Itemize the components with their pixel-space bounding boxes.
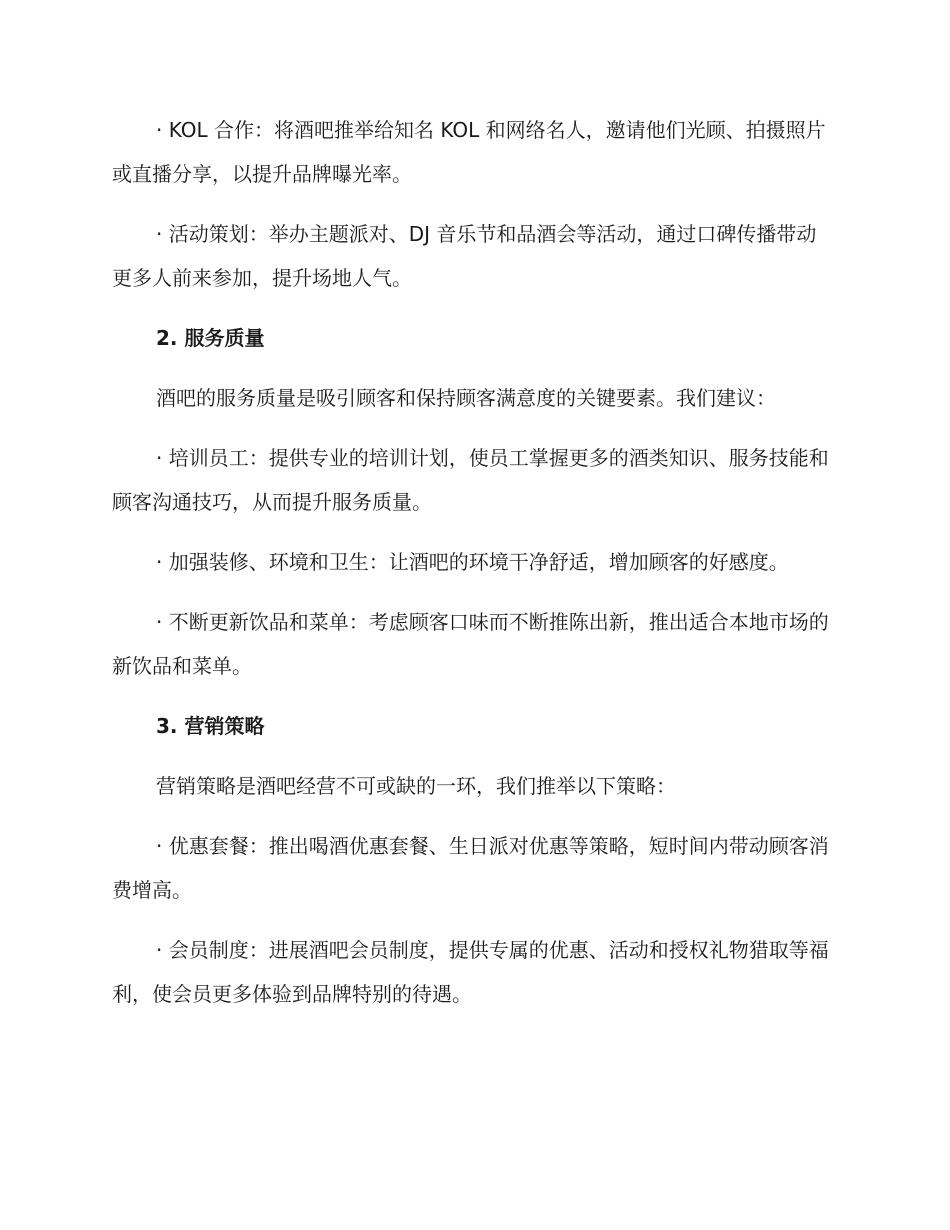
list-item-training: · 培训员工：提供专业的培训计划，使员工掌握更多的酒类知识、服务技能和顾客沟通技巧，从而提升服务质量。: [112, 446, 829, 514]
section-heading-service: 2. 服务质量: [156, 326, 265, 350]
paragraph-events: · 活动策划：举办主题派对、DJ 音乐节和品酒会等活动，通过口碑传播带动更多人前来参加，提升场地人气。: [112, 222, 817, 290]
list-item-menu: · 不断更新饮品和菜单：考虑顾客口味而不断推陈出新，推出适合本地市场的新饮品和菜单。: [112, 610, 829, 678]
list-item-environment: · 加强装修、环境和卫生：让酒吧的环境干净舒适，增加顾客的好感度。: [156, 550, 789, 574]
document-page: [112, 108, 832, 1032]
section-intro-service: 酒吧的服务质量是吸引顾客和保持顾客满意度的关键要素。我们建议：: [156, 386, 776, 410]
list-item-membership: · 会员制度：进展酒吧会员制度，提供专属的优惠、活动和授权礼物猎取等福利，使会员更多体验到品牌特别的待遇。: [112, 938, 829, 1006]
section-intro-marketing: 营销策略是酒吧经营不可或缺的一环，我们推举以下策略：: [156, 774, 676, 798]
section-heading-marketing: 3. 营销策略: [156, 714, 265, 738]
list-item-packages: · 优惠套餐：推出喝酒优惠套餐、生日派对优惠等策略，短时间内带动顾客消费增高。: [112, 834, 829, 902]
paragraph-kol: · KOL 合作：将酒吧推举给知名 KOL 和网络名人，邀请他们光顾、拍摄照片或直播分享，以提升品牌曝光率。: [112, 118, 826, 186]
